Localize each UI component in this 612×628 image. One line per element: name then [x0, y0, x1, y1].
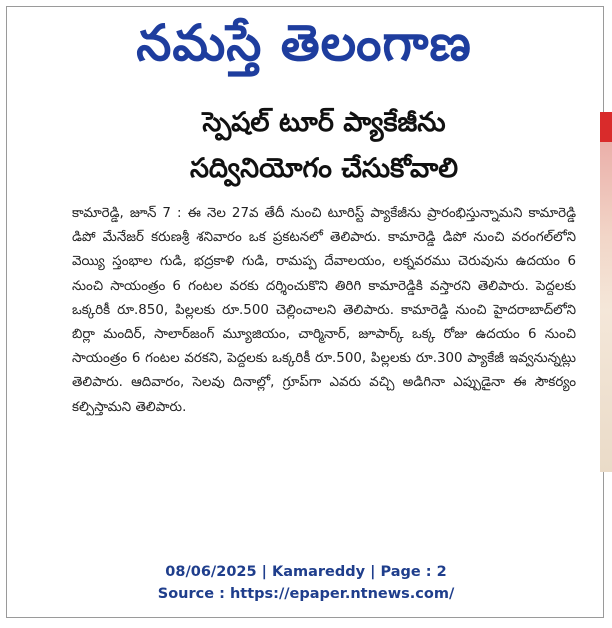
news-clipping — [64, 90, 584, 550]
adjacent-clipping-edge — [600, 112, 612, 472]
article-body: కామారెడ్డి, జూన్ 7 : ఈ నెల 27వ తేదీ నుంచి టూరిస్ట్ ప్యాకేజీను ప్రారంభిస్తున్నామని కామారెడ్డి డిపో మేనేజర్ కరుణశ్రీ శనివారం ఒక ప్రకటనలో తెలిపారు. కామారెడ్డి డిపో నుంచి వరంగల్‌లోని వెయ్యి స్తంభాల గుడి, భద్రకాళి గుడి, రామప్ప దేవాలయం, లక్నవరము చెరువును ఉదయం 6 నుంచి సాయంత్రం 6 గంటల వరకు దర్శించుకొని తిరిగి కామారెడ్డికి వస్తారని తెలిపారు. పెద్దలకు ఒక్కరికీ రూ.850, పిల్లలకు రూ.500 చెల్లించాలని తెలిపారు. కామారెడ్డి నుంచి హైదరాబాద్‌లోని బిర్లా మందిర్, సాలార్‌జంగ్ మ్యూజియం, చార్మినార్, జూపార్క్ ఒక్క రోజు ఉదయం 6 నుంచి సాయంత్రం 6 గంటల వరకని, పెద్దలకు ఒక్కరికీ రూ.500, పిల్లలకు రూ.300 ప్యాకేజీ ఇవ్వనున్నట్లు తెలిపారు. ఆదివారం, సెలవు దినాల్లో, గ్రూప్‌గా ఎవరు వచ్చి అడిగినా ఎప్పుడైనా ఈ సౌకర్యం కల్పిస్తామని తెలిపారు. — [72, 206, 576, 415]
edition-info: 08/06/2025 | Kamareddy | Page : 2 — [165, 564, 447, 580]
newspaper-masthead: నమస్తే తెలంగాణ — [136, 14, 472, 72]
adjacent-red-mark — [600, 112, 612, 142]
headline-line-2: సద్వినియోగం చేసుకోవాలి — [189, 153, 459, 184]
source-link[interactable]: Source : https://epaper.ntnews.com/ — [157, 586, 455, 602]
headline-line-1: స్పెషల్ టూర్ ప్యాకేజీను — [202, 107, 446, 138]
